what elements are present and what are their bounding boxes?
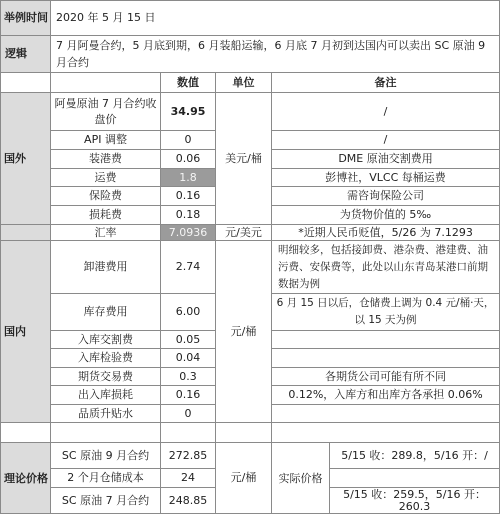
example-time-label: 举例时间 bbox=[1, 1, 51, 36]
domestic-value: 0 bbox=[161, 405, 216, 423]
theory-value: 272.85 bbox=[161, 443, 216, 469]
domestic-label: 国内 bbox=[1, 241, 51, 423]
domestic-note bbox=[272, 405, 500, 423]
foreign-item: API 调整 bbox=[51, 131, 161, 150]
header-note: 备注 bbox=[272, 73, 500, 93]
foreign-value: 0.18 bbox=[161, 206, 216, 225]
header-unit: 单位 bbox=[216, 73, 272, 93]
domestic-value: 0.04 bbox=[161, 349, 216, 368]
actual-price-label: 实际价格 bbox=[272, 443, 330, 514]
spacer-cell bbox=[51, 423, 161, 443]
domestic-value: 2.74 bbox=[161, 241, 216, 294]
domestic-item: 入库交割费 bbox=[51, 331, 161, 349]
foreign-note: DME 原油交割费用 bbox=[272, 150, 500, 169]
foreign-item: 运费 bbox=[51, 169, 161, 187]
theory-item: SC 原油 7 月合约 bbox=[51, 488, 161, 514]
domestic-note bbox=[272, 349, 500, 368]
spacer-cell bbox=[216, 423, 272, 443]
fx-item: 汇率 bbox=[51, 225, 161, 241]
theory-value: 24 bbox=[161, 469, 216, 488]
domestic-item: 卸港费用 bbox=[51, 241, 161, 294]
domestic-note: 0.12%，入库方和出库方各承担 0.06% bbox=[272, 386, 500, 405]
domestic-note bbox=[272, 331, 500, 349]
foreign-note: 需咨询保险公司 bbox=[272, 187, 500, 206]
theory-note: 5/15 收：289.8，5/16 开：/ bbox=[330, 443, 500, 469]
header-value: 数值 bbox=[161, 73, 216, 93]
spacer-cell bbox=[1, 423, 51, 443]
domestic-note: 各期货公司可能有所不同 bbox=[272, 368, 500, 386]
domestic-note: 6 月 15 日以后，仓储费上调为 0.4 元/桶·天，以 15 天为例 bbox=[272, 294, 500, 331]
foreign-item: 损耗费 bbox=[51, 206, 161, 225]
domestic-item: 入库检验费 bbox=[51, 349, 161, 368]
fx-blank-cell bbox=[1, 225, 51, 241]
foreign-item: 保险费 bbox=[51, 187, 161, 206]
theory-value: 248.85 bbox=[161, 488, 216, 514]
domestic-row bbox=[1, 241, 500, 294]
header-item-cell bbox=[51, 73, 161, 93]
header-blank-cell bbox=[1, 73, 51, 93]
spacer-row bbox=[1, 423, 500, 443]
foreign-note: / bbox=[272, 93, 500, 131]
fx-unit: 元/美元 bbox=[216, 225, 272, 241]
foreign-row bbox=[1, 93, 500, 131]
domestic-item: 库存费用 bbox=[51, 294, 161, 331]
spacer-cell bbox=[272, 423, 500, 443]
domestic-unit: 元/桶 bbox=[216, 241, 272, 423]
domestic-value: 0.3 bbox=[161, 368, 216, 386]
logic-row bbox=[1, 36, 500, 73]
theory-label: 理论价格 bbox=[1, 443, 51, 514]
domestic-item: 期货交易费 bbox=[51, 368, 161, 386]
logic-text: 7 月阿曼合约，5 月底到期，6 月装船运输，6 月底 7 月初到达国内可以卖出 SC 原油 9 月合约 bbox=[51, 36, 500, 73]
theory-unit: 元/桶 bbox=[216, 443, 272, 514]
theory-note bbox=[330, 469, 500, 488]
example-time-row bbox=[1, 1, 500, 36]
foreign-value: 0.06 bbox=[161, 150, 216, 169]
fx-row bbox=[1, 225, 500, 241]
header-row bbox=[1, 73, 500, 93]
foreign-item: 阿曼原油 7 月合约收盘价 bbox=[51, 93, 161, 131]
theory-note: 5/15 收：259.5，5/16 开：260.3 bbox=[330, 488, 500, 514]
foreign-note: 为货物价值的 5‰ bbox=[272, 206, 500, 225]
foreign-note: 彭博社，VLCC 每桶运费 bbox=[272, 169, 500, 187]
fx-value: 7.0936 bbox=[161, 225, 216, 241]
domestic-value: 6.00 bbox=[161, 294, 216, 331]
example-time-value: 2020 年 5 月 15 日 bbox=[51, 1, 500, 36]
foreign-note: / bbox=[272, 131, 500, 150]
foreign-label: 国外 bbox=[1, 93, 51, 225]
logic-label: 逻辑 bbox=[1, 36, 51, 73]
foreign-value: 0.16 bbox=[161, 187, 216, 206]
theory-row bbox=[1, 443, 500, 469]
fx-note: *近期人民币贬值，5/26 为 7.1293 bbox=[272, 225, 500, 241]
foreign-value: 0 bbox=[161, 131, 216, 150]
domestic-note: 明细较多，包括接卸费、港杂费、港建费、油污费、安保费等，此处以山东青岛某港口前期数据为例 bbox=[272, 241, 500, 294]
foreign-item: 装港费 bbox=[51, 150, 161, 169]
theory-item: 2 个月仓储成本 bbox=[51, 469, 161, 488]
domestic-value: 0.05 bbox=[161, 331, 216, 349]
spacer-cell bbox=[161, 423, 216, 443]
domestic-item: 出入库损耗 bbox=[51, 386, 161, 405]
foreign-value: 1.8 bbox=[161, 169, 216, 187]
domestic-item: 品质升贴水 bbox=[51, 405, 161, 423]
theory-item: SC 原油 9 月合约 bbox=[51, 443, 161, 469]
domestic-value: 0.16 bbox=[161, 386, 216, 405]
foreign-unit: 美元/桶 bbox=[216, 93, 272, 225]
foreign-value: 34.95 bbox=[161, 93, 216, 131]
